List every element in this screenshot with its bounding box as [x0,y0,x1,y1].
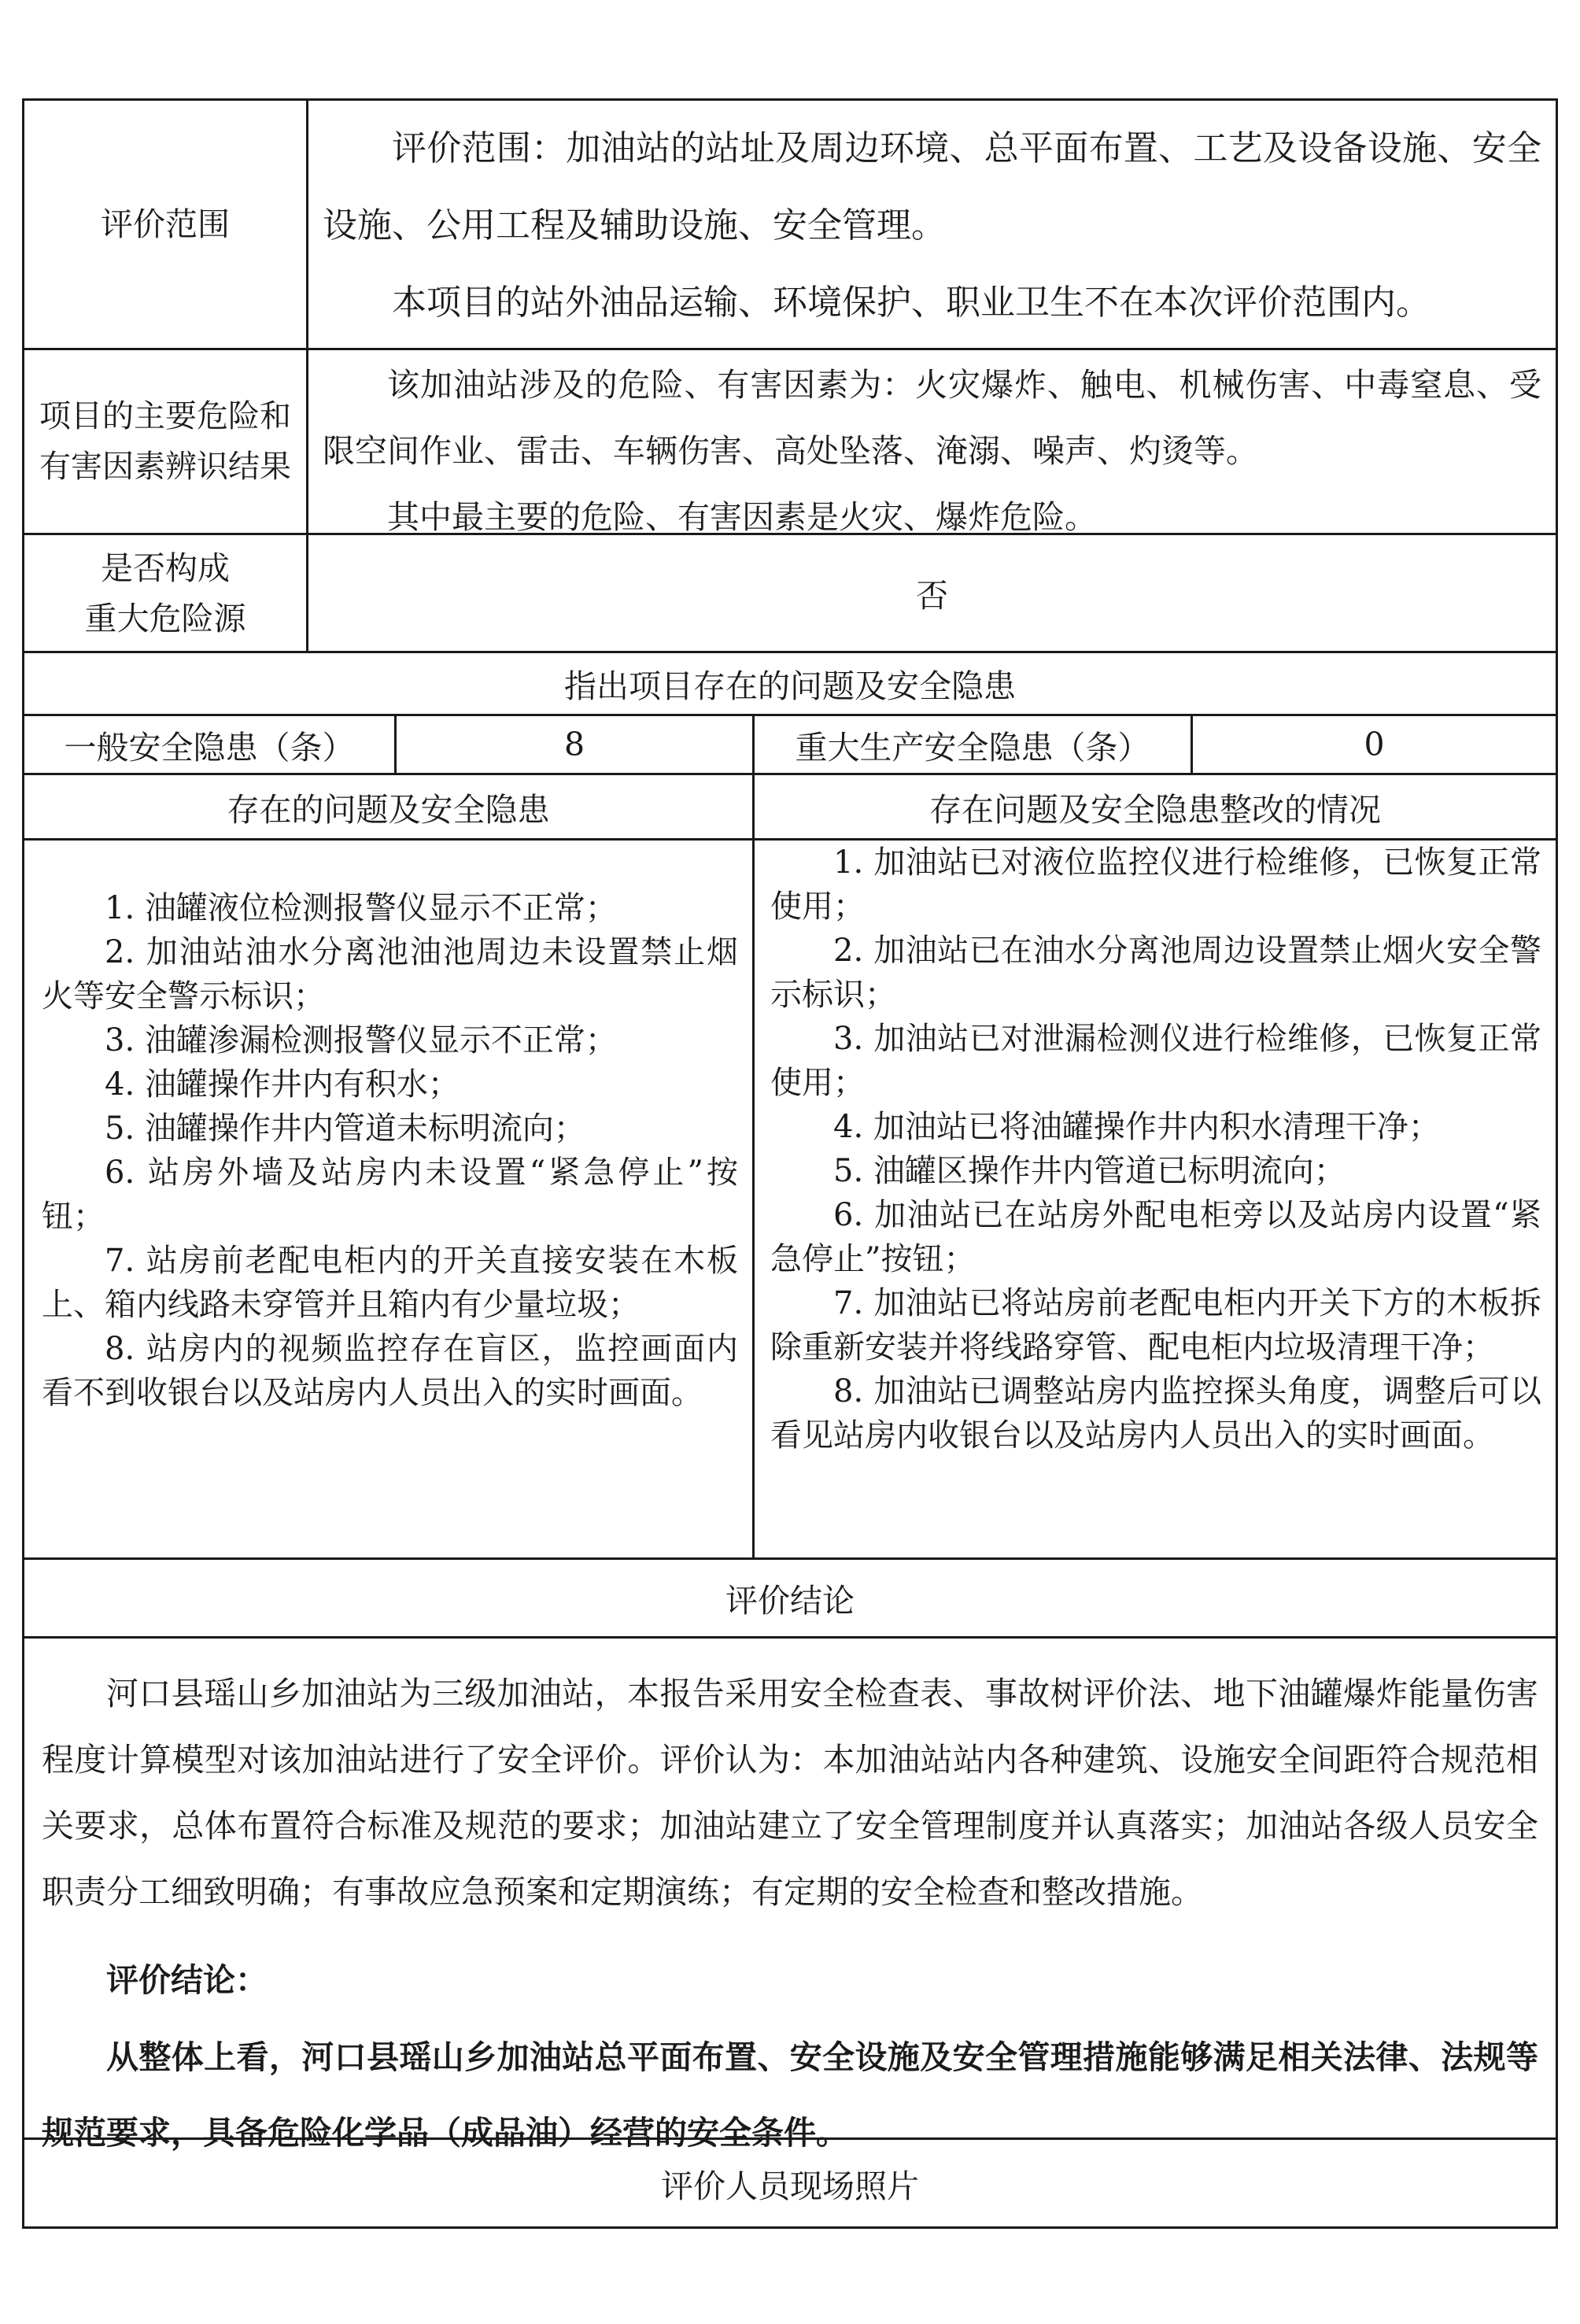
photos-header-row [24,2140,1556,2226]
conclusion-body: 河口县瑶山乡加油站为三级加油站，本报告采用安全检查表、事故树评价法、地下油罐爆炸能量伤害程度计算模型对该加油站进行了安全评价。评价认为：本加油站站内各种建筑、设施安全间距符合规范相关要求，总体布置符合标准及规范的要求；加油站建立了安全管理制度并认真落实；加油站各级人员安全职责分工细致明确；有事故应急预案和定期演练；有定期的安全检查和整改措施。 [42,1675,1538,1911]
problem-item: 1. 油罐液位检测报警仪显示不正常； [105,890,617,926]
conclusion-header-row [24,1560,1556,1639]
hazards-label: 项目的主要危险和有害因素辨识结果 [24,350,308,533]
major-hazard-label [24,535,308,651]
conclusion-content [24,1639,1556,2152]
major-hazard-label-line: 是否构成 [101,549,230,587]
rectification-item: 8. 加油站已调整站房内监控探头角度，调整后可以看见站房内收银台以及站房内人员出入的实时画面。 [770,1373,1541,1454]
rectification-column-header: 存在问题及安全隐患整改的情况 [929,790,1381,829]
problems-list [42,886,738,1415]
rectification-item: 3. 加油站已对泄漏检测仪进行检维修，已恢复正常使用； [770,1021,1541,1101]
issues-header-row [24,653,1556,716]
general-hazard-count: 8 [397,716,755,773]
major-hazard-count: 0 [1364,726,1385,763]
photos-header: 评价人员现场照片 [661,2167,919,2205]
rectification-item: 1. 加油站已对液位监控仪进行检维修，已恢复正常使用； [770,844,1541,925]
counts-row [24,716,1556,775]
conclusion-header: 评价结论 [725,1582,855,1620]
problem-item: 4. 油罐操作井内有积水； [105,1066,460,1103]
hazards-paragraph: 其中最主要的危险、有害因素是火灾、爆炸危险。 [387,498,1097,536]
major-hazard-label-line: 重大危险源 [84,599,246,637]
major-hazard-value: 否 [916,577,948,615]
issues-detail-row [24,841,1556,1560]
scope-paragraph: 评价范围：加油站的站址及周边环境、总平面布置、工艺及设备设施、安全设施、公用工程及辅助设施、安全管理。 [323,128,1541,246]
conclusion-row [24,1639,1556,2152]
rectifications-cell [755,841,1556,1557]
general-hazard-label: 一般安全隐患（条） [24,716,397,773]
scope-content [308,101,1556,348]
problems-cell [24,841,755,1557]
rectification-item: 2. 加油站已在油水分离池周边设置禁止烟火安全警示标识； [770,933,1541,1013]
problem-item: 5. 油罐操作井内管道未标明流向； [105,1110,585,1147]
rectification-item: 5. 油罐区操作井内管道已标明流向； [833,1153,1346,1189]
hazards-content [308,350,1556,536]
rectification-item: 4. 加油站已将油罐操作井内积水清理干净； [833,1109,1440,1145]
problem-item: 8. 站房内的视频监控存在盲区，监控画面内看不到收银台以及站房内人员出入的实时画面。 [42,1331,738,1411]
rectifications-list [770,841,1541,1458]
problem-item: 3. 油罐渗漏检测报警仪显示不正常； [105,1022,617,1059]
rectification-item: 6. 加油站已在站房外配电柜旁以及站房内设置“紧急停止”按钮； [770,1197,1541,1277]
problems-column-header: 存在的问题及安全隐患 [24,775,755,838]
hazards-paragraph: 该加油站涉及的危险、有害因素为：火灾爆炸、触电、机械伤害、中毒窒息、受限空间作业、雷击、车辆伤害、高处坠落、淹溺、噪声、灼烫等。 [323,366,1541,470]
problem-item: 7. 站房前老配电柜内的开关直接安装在木板上、箱内线路未穿管并且箱内有少量垃圾； [42,1243,738,1323]
major-hazard-count-label: 重大生产安全隐患（条） [755,716,1193,773]
problem-item: 2. 加油站油水分离池油池周边未设置禁止烟火等安全警示标识； [42,934,738,1014]
major-hazard-row [24,535,1556,653]
scope-label: 评价范围 [24,101,308,348]
hazards-row [24,350,1556,535]
conclusion-bold-label: 评价结论： [106,1961,268,1999]
rectification-item: 7. 加油站已将站房前老配电柜内开关下方的木板拆除重新安装并将线路穿管、配电柜内垃圾清理干净； [770,1285,1541,1365]
scope-paragraph: 本项目的站外油品运输、环境保护、职业卫生不在本次评价范围内。 [392,283,1430,323]
scope-row [24,101,1556,350]
problem-item: 6. 站房外墙及站房内未设置“紧急停止”按钮； [42,1155,738,1235]
evaluation-table [22,98,1558,2229]
conclusion-bold-text: 从整体上看，河口县瑶山乡加油站总平面布置、安全设施及安全管理措施能够满足相关法律、法规等规范要求，具备危险化学品（成品油）经营的安全条件。 [42,2038,1538,2152]
columns-header-row [24,775,1556,841]
issues-header: 指出项目存在的问题及安全隐患 [564,667,1016,705]
